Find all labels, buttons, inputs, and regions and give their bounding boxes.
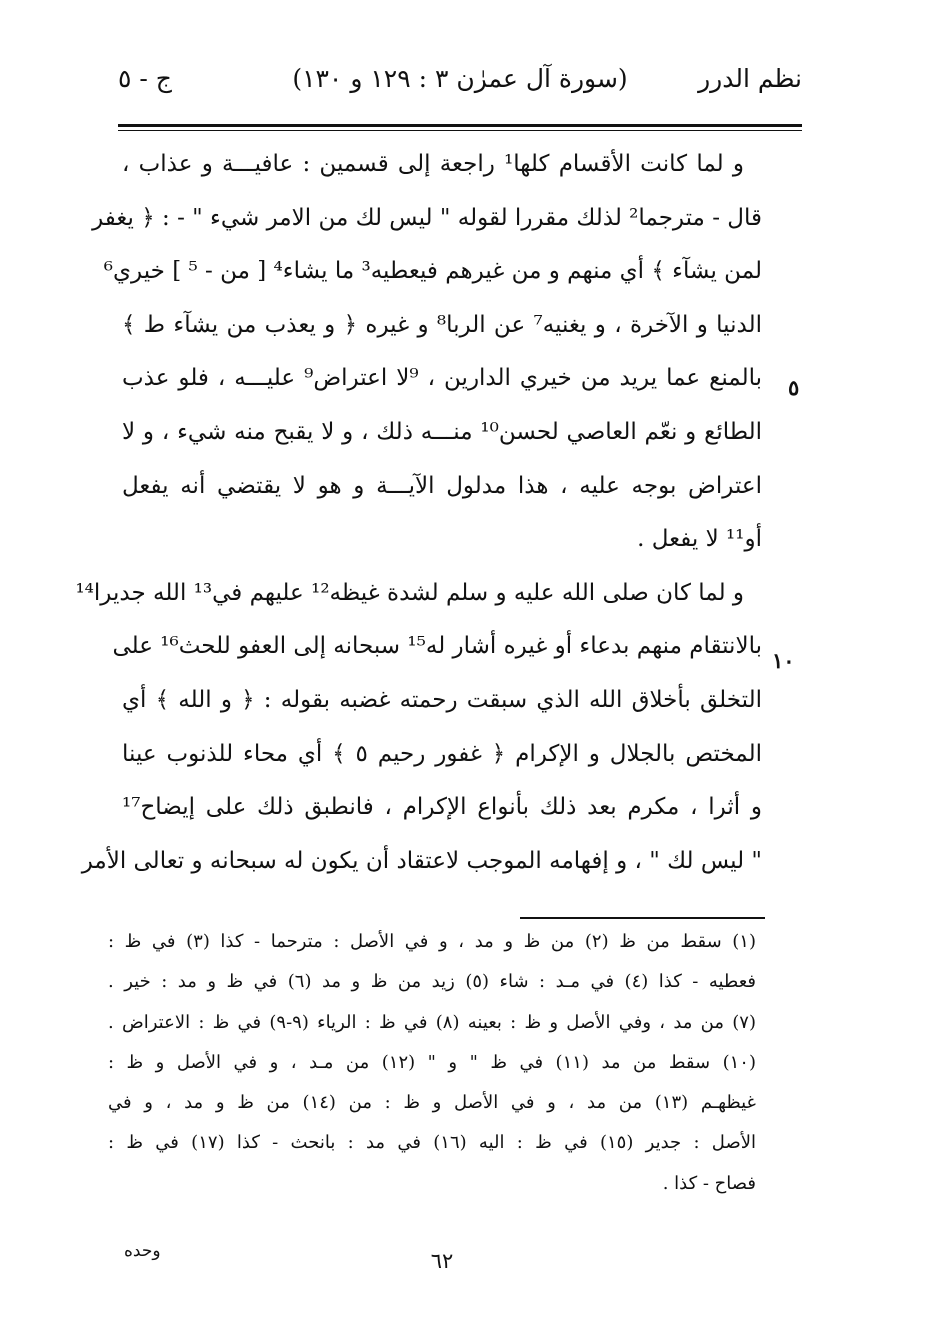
text-line: الدنيا و الآخرة ، و يغنيه⁷ عن الربا⁸ و غيره ﴿ و يعذب من يشآء ط ﴾ [122,311,762,338]
text-line: بالانتقام منهم بدعاء أو غيره أشار له¹⁵ سبحانه إلى العفو للحث¹⁶ على [112,633,762,660]
footnote-line: الأصل : جدير (١٥) في ظ : اليه (١٦) في مد : بانحث - كذا (١٧) في ظ : [108,1132,756,1154]
running-header [118,64,802,104]
text-line: أو¹¹ لا يفعل . [637,526,762,553]
book-title: نظم الدرر [698,64,802,93]
main-text [75,138,762,888]
text-line: بالمنع عما يريد من خيري الدارين ، ⁹لا اعتراض⁹ عليـــه ، فلو عذب [122,365,762,392]
text-line: و لما كان صلى الله عليه و سلم لشدة غيظه¹² عليهم في¹³ الله جديرا¹⁴ [75,579,744,606]
volume-number: ج - ٥ [118,64,172,93]
text-line: الطائع و نعّم العاصي لحسن¹⁰ منـــه ذلك ، و لا يقبح منه شيء ، و لا [122,418,762,445]
text-line: التخلق بأخلاق الله الذي سبقت رحمته غضبه بقوله : ﴿ و الله ﴾ أي [122,686,762,713]
text-line: قال - مترجما² لذلك مقررا لقوله " ليس لك من الامر شيء " - : ﴿ يغفر [92,204,762,231]
sura-reference: (سورة آل عمرٰن ٣ : ١٢٩ و ١٣٠) [292,64,628,93]
footnotes [108,922,756,1204]
text-line: و لما كانت الأقسام كلها¹ راجعة إلى قسمين : عافيـــة و عذاب ، [122,151,744,177]
header-rule-thin [118,130,802,131]
text-line: اعتراض بوجه عليه ، هذا مدلول الآيـــة و هو لا يقتضي أنه يفعل [122,472,762,499]
text-line: و أثرا ، مكرم بعد ذلك بأنواع الإكرام ، فانطبق ذلك على إيضاح¹⁷ [122,794,762,821]
header-rule-thick [118,124,802,127]
footnote-line: فعطيه - كذا (٤) في مـد : شاء (٥) زيد من ظ و مد (٦) في ظ و مد : خير . [108,971,756,993]
footnote-line: (٧) من مد ، وفي الأصل و ظ : بعينه (٨) في ظ : الرياء (٩-٩) في ظ : الاعتراض . [108,1011,756,1033]
line-number-5: ٥ [788,375,800,400]
footnote-rule [520,917,765,919]
text-line: لمن يشآء ﴾ أي منهم و من غيرهم فيعطيه³ ما يشاء⁴ [ من - ⁵ ] خيري⁶ [103,258,762,285]
footnote-line: (١٠) سقط من مد (١١) في ظ " و " (١٢) من مـد ، و في الأصل و ظ : [108,1051,757,1073]
footnote-line: غيظهـم (١٣) من مد ، و في الأصل و ظ : من (١٤) من ظ و مد ، و في [108,1092,756,1114]
text-line: " ليس لك " ، و إفهامه الموجب لاعتقاد أن يكون له سبحانه و تعالى الأمر [81,847,762,874]
footnote-line: (١) سقط من ظ (٢) من ظ و مد ، و في الأصل : مترحما - كذا (٣) في ظ : [108,931,756,952]
catchword: وحده [124,1241,161,1261]
footnote-line: فصاح - كذا . [662,1172,756,1194]
page-number: ٦٢ [430,1249,454,1273]
line-number-10: ١٠ [772,648,795,673]
text-line: المختص بالجلال و الإكرام ﴿ غفور رحيم ٥ ﴾ أي محاء للذنوب عينا [122,740,762,767]
